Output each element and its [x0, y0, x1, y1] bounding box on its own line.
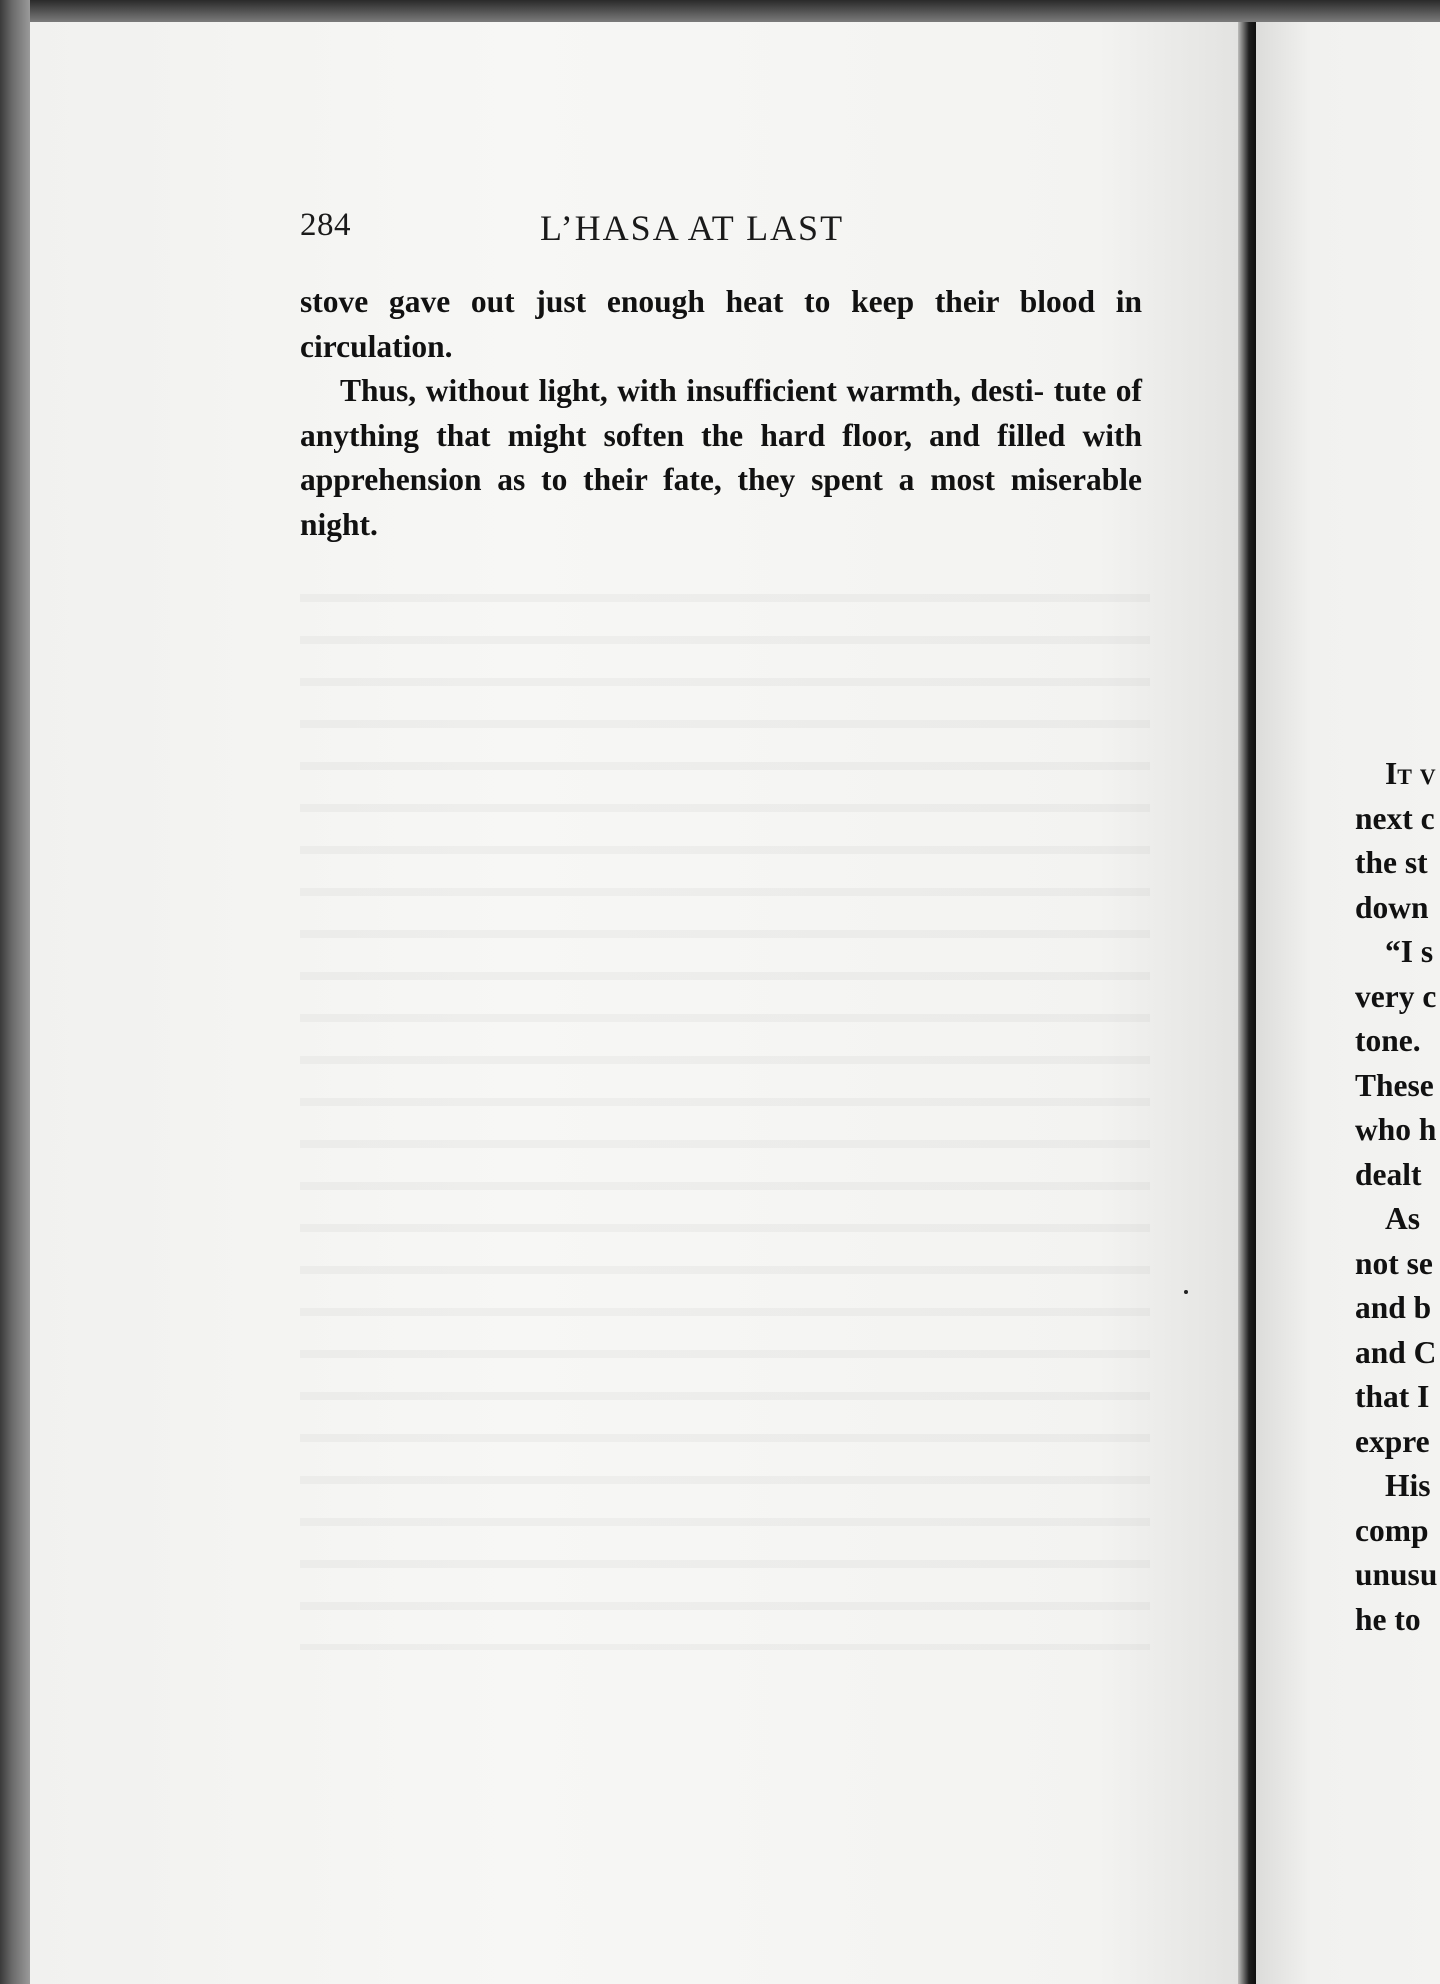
right-text-line: dealt	[1355, 1156, 1422, 1192]
right-text-line: the st	[1355, 845, 1428, 880]
book-gutter	[1238, 22, 1258, 1984]
text-line: a most miserable night.	[300, 462, 1142, 542]
right-text-line: comp	[1355, 1512, 1429, 1548]
right-text-line: he to	[1355, 1601, 1421, 1637]
paragraph-1	[300, 280, 1142, 369]
right-text-line: next c	[1355, 800, 1435, 836]
right-text-line: that I	[1355, 1379, 1430, 1414]
right-text-line: These	[1355, 1067, 1434, 1103]
right-text-line: not se	[1355, 1245, 1433, 1281]
text-line: tute of anything that might soften the hard floor, and	[300, 373, 1142, 453]
right-text-line: “I s	[1385, 934, 1434, 969]
page-number: 284	[300, 207, 351, 243]
page-header	[300, 207, 1142, 257]
running-head: L’HASA AT LAST	[540, 208, 845, 248]
body-text	[300, 280, 1142, 547]
text-line: Thus, without light, with insufficient warmth, desti-	[340, 373, 1045, 408]
right-text-line: tone.	[1355, 1023, 1421, 1058]
text-line: in circulation.	[300, 284, 1143, 364]
text-line: stove gave out just enough heat to keep their blood	[300, 284, 1095, 319]
right-text-line: and b	[1355, 1290, 1432, 1325]
text-line: filled with apprehension as to their fate, they spent	[300, 417, 1142, 497]
right-text-line: very c	[1355, 978, 1437, 1014]
ink-speck	[1184, 1290, 1188, 1294]
right-text-line: who h	[1355, 1112, 1437, 1147]
right-text-line: His	[1385, 1468, 1431, 1503]
show-through-texture	[300, 560, 1150, 1650]
right-page-text	[1355, 752, 1440, 1642]
right-text-line: and C	[1355, 1334, 1437, 1370]
right-text-line: unusu	[1355, 1557, 1438, 1592]
right-text-line: It v	[1385, 756, 1436, 791]
paragraph-2	[300, 369, 1142, 547]
right-text-line: As	[1385, 1201, 1421, 1236]
left-edge-shadow	[0, 0, 30, 1984]
right-text-line: down	[1355, 889, 1429, 925]
right-text-line: expre	[1355, 1423, 1430, 1459]
